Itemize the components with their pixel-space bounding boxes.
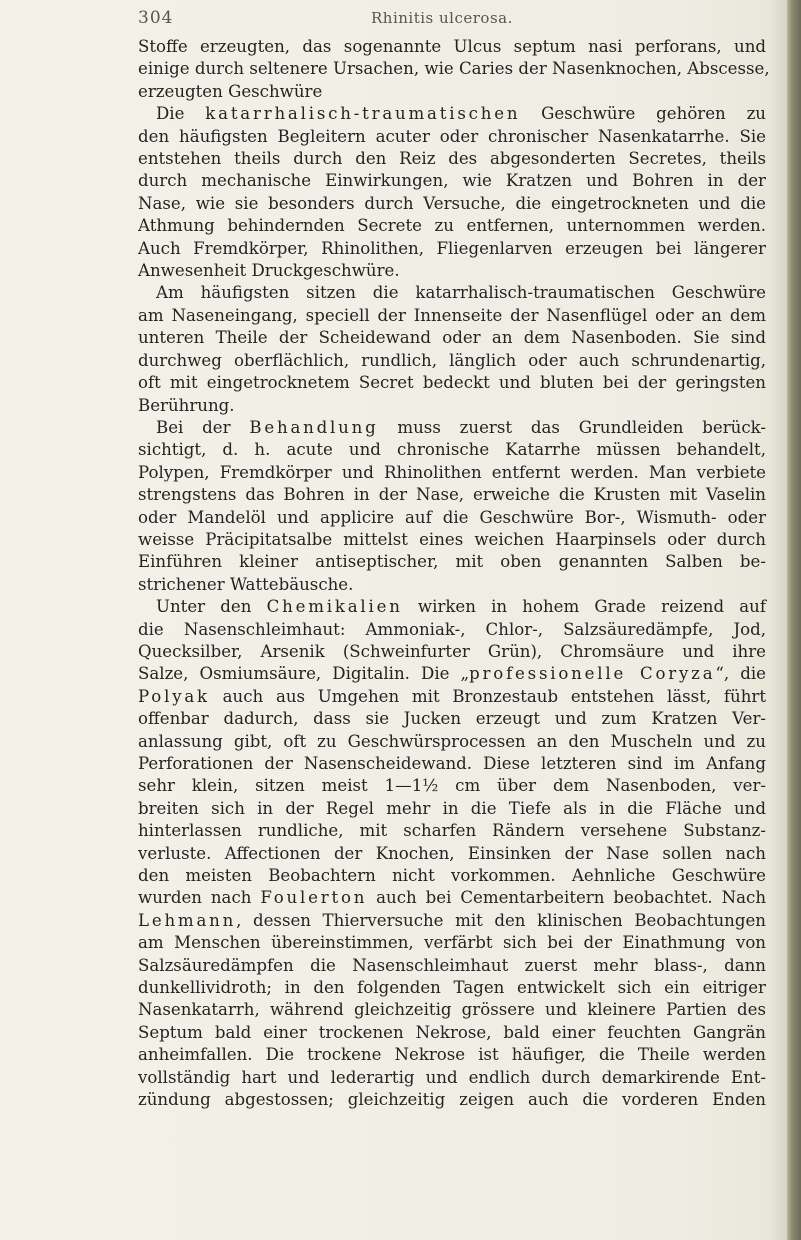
text-line: entstehen theils durch den Reiz des abgesonderten Secretes, theils bbox=[138, 149, 766, 169]
running-title: Rhinitis ulcerosa. bbox=[371, 9, 513, 27]
text-segment: Die bbox=[156, 104, 206, 124]
text-line: offenbar dadurch, dass sie Jucken erzeugt und zum Kratzen Ver- bbox=[138, 709, 766, 729]
text-line: durchweg oberflächlich, rundlich, länglich oder auch schrundenartig, bbox=[138, 350, 766, 370]
emphasized-term: Chemikalien bbox=[266, 597, 403, 617]
text-line: durch mechanische Einwirkungen, wie Kratzen und Bohren in der bbox=[138, 171, 766, 191]
text-line: Berührung. bbox=[138, 395, 235, 415]
text-segment: muss zuerst das Grundleiden berück- bbox=[378, 417, 766, 437]
text-segment: wurden nach bbox=[138, 888, 261, 908]
text-line: Athmung behindernden Secrete zu entfernen, unternommen werden. bbox=[138, 216, 766, 236]
text-line: vollständig hart und lederartig und endlich durch demarkirende Ent- bbox=[138, 1067, 766, 1087]
emphasized-term: Foulerton bbox=[260, 888, 368, 908]
text-segment: Salze, Osmiumsäure, Digitalin. Die „ bbox=[138, 664, 470, 684]
text-line bbox=[138, 596, 766, 618]
text-line: oft mit eingetrocknetem Secret bedeckt und bluten bei der geringsten bbox=[138, 373, 766, 393]
text-line: unteren Theile der Scheidewand oder an dem Nasenboden. Sie sind bbox=[138, 328, 766, 348]
text-line: strengstens das Bohren in der Nase, erweiche die Krusten mit Vaselin bbox=[138, 485, 766, 505]
text-line: Stoffe erzeugten, das sogenannte Ulcus septum nasi perforans, und bbox=[138, 37, 766, 56]
text-line: dunkellividroth; in den folgenden Tagen entwickelt sich ein eitriger bbox=[138, 978, 766, 998]
text-line: weisse Präcipitatsalbe mittelst eines weichen Haarpinsels oder durch bbox=[138, 529, 766, 549]
text-segment: wirken in hohem Grade reizend auf bbox=[402, 597, 766, 617]
text-line: sichtigt, d. h. acute und chronische Katarrhe müssen behandelt, bbox=[138, 440, 766, 460]
text-line: Am häufigsten sitzen die katarrhalisch-traumatischen Geschwüre bbox=[156, 283, 766, 303]
text-segment: auch bei Cementarbeitern beobachtet. Nach bbox=[367, 888, 767, 908]
text-line bbox=[138, 663, 766, 685]
text-segment: Geschwüre gehören zu bbox=[520, 104, 766, 124]
emphasized-term: katarrhalisch-traumatischen bbox=[205, 104, 521, 124]
text-line bbox=[138, 417, 766, 439]
text-line: verluste. Affectionen der Knochen, Einsinken der Nase sollen nach bbox=[138, 843, 766, 863]
text-line: Nasenkatarrh, während gleichzeitig grössere und kleinere Partien des bbox=[138, 1000, 766, 1020]
text-segment: Bei der bbox=[156, 417, 250, 437]
page-header bbox=[138, 8, 778, 32]
text-line: erzeugten Geschwüre bbox=[138, 81, 323, 101]
text-line: den meisten Beobachtern nicht vorkommen. Aehnliche Geschwüre bbox=[138, 866, 766, 886]
page-number: 304 bbox=[138, 8, 174, 28]
text-line: Septum bald einer trockenen Nekrose, bald einer feuchten Gangrän bbox=[138, 1022, 766, 1042]
text-line: am Menschen übereinstimmen, verfärbt sich bei der Einathmung von bbox=[138, 933, 766, 953]
text-line bbox=[138, 910, 766, 932]
text-line: Perforationen der Nasenscheidewand. Diese letzteren sind im Anfang bbox=[138, 754, 766, 773]
emphasized-term: Polyak bbox=[138, 686, 210, 706]
text-line bbox=[138, 103, 766, 125]
text-segment: Unter den bbox=[156, 597, 267, 617]
text-segment: “, die bbox=[715, 664, 766, 684]
text-line: einige durch seltenere Ursachen, wie Caries der Nasenknochen, Abscesse, bbox=[138, 59, 770, 79]
text-line: zündung abgestossen; gleichzeitig zeigen auch die vorderen Enden bbox=[138, 1090, 766, 1110]
text-line: Anwesenheit Druckgeschwüre. bbox=[138, 261, 400, 281]
text-segment: auch aus Umgehen mit Bronzestaub entstehen lässt, führt bbox=[209, 686, 766, 706]
emphasized-term: Behandlung bbox=[249, 417, 379, 437]
text-line: Einführen kleiner antiseptischer, mit oben genannten Salben be- bbox=[138, 552, 766, 572]
body-text bbox=[138, 36, 770, 1112]
text-line: sehr klein, sitzen meist 1—1½ cm über dem Nasenboden, ver- bbox=[138, 776, 766, 796]
text-line: oder Mandelöl und applicire auf die Geschwüre Bor-, Wismuth- oder bbox=[138, 507, 766, 527]
text-line: anheimfallen. Die trockene Nekrose ist häufiger, die Theile werden bbox=[138, 1045, 766, 1065]
emphasized-term: Lehmann bbox=[138, 910, 237, 930]
emphasized-term: professionelle Coryza bbox=[469, 664, 716, 684]
text-line: Nase, wie sie besonders durch Versuche, die eingetrockneten und die bbox=[138, 193, 766, 213]
text-line: Polypen, Fremdkörper und Rhinolithen entfernt werden. Man verbiete bbox=[138, 462, 766, 482]
text-line: Salzsäuredämpfen die Nasenschleimhaut zuerst mehr blass-, dann bbox=[138, 955, 766, 975]
text-line: strichener Wattebäusche. bbox=[138, 574, 354, 594]
page-edge-shadow bbox=[787, 0, 801, 1240]
text-line: Auch Fremdkörper, Rhinolithen, Fliegenlarven erzeugen bei längerer bbox=[138, 238, 766, 258]
text-line: breiten sich in der Regel mehr in die Tiefe als in die Fläche und bbox=[138, 798, 766, 818]
text-line: hinterlassen rundliche, mit scharfen Rändern versehene Substanz- bbox=[138, 821, 766, 841]
text-line: die Nasenschleimhaut: Ammoniak-, Chlor-, Salzsäuredämpfe, Jod, bbox=[138, 619, 766, 639]
text-line: am Naseneingang, speciell der Innenseite der Nasenflügel oder an dem bbox=[138, 305, 766, 325]
text-line: anlassung gibt, oft zu Geschwürsprocessen an den Muscheln und zu bbox=[138, 731, 766, 751]
text-line: den häufigsten Begleitern acuter oder chronischer Nasenkatarrhe. Sie bbox=[138, 126, 766, 146]
text-line bbox=[138, 887, 766, 909]
text-line bbox=[138, 686, 766, 708]
text-segment: , dessen Thierversuche mit den klinischen Beobachtungen bbox=[236, 910, 766, 930]
text-line: Quecksilber, Arsenik (Schweinfurter Grün), Chromsäure und ihre bbox=[138, 641, 766, 661]
